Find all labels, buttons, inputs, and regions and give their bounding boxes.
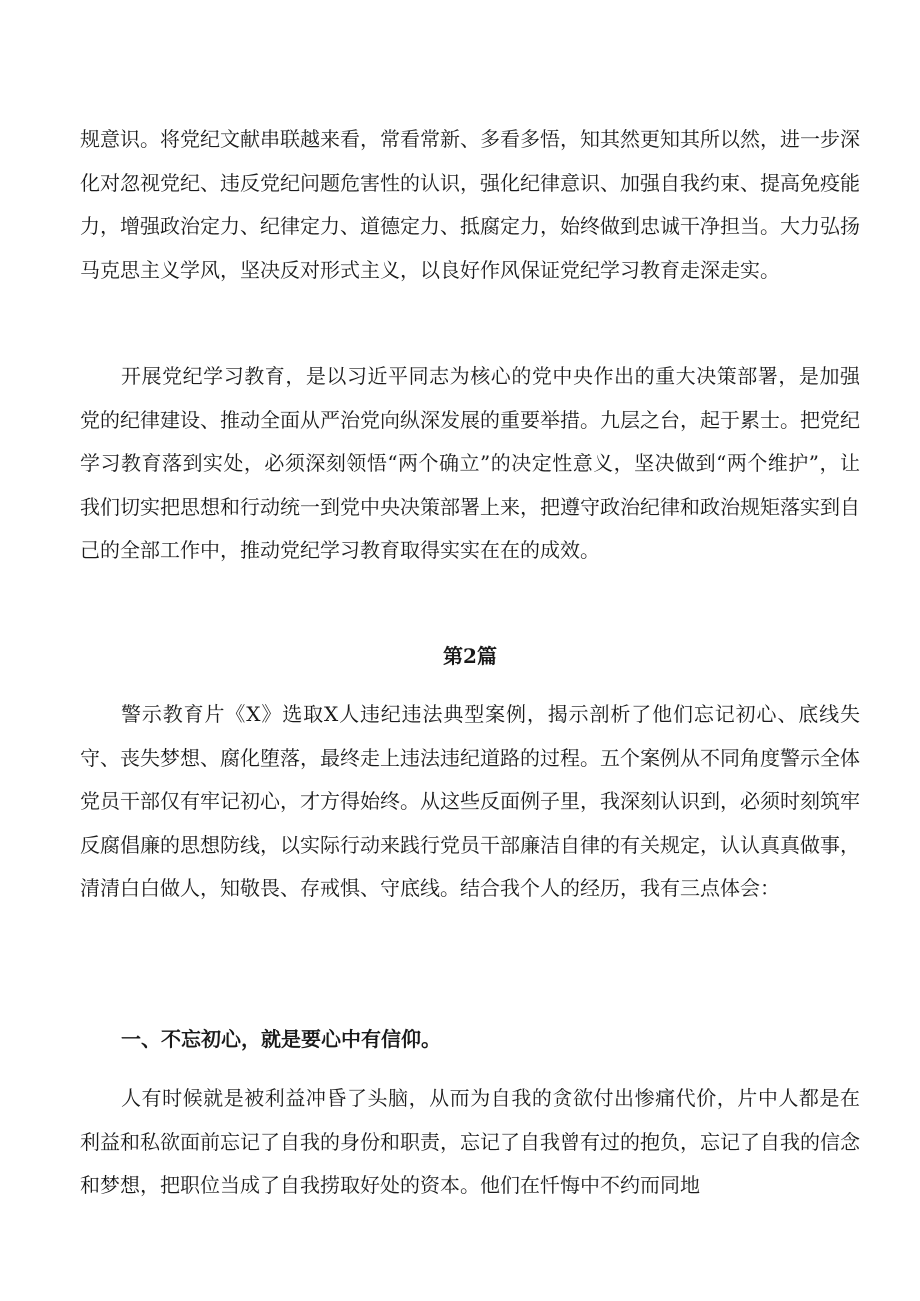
section-title: 第2篇: [443, 644, 497, 668]
paragraph-1: 规意识。将党纪文献串联越来看，常看常新、多看多悟，知其然更知其所以然，进一步深化对忽视党纪、违反党纪问题危害性的认识，强化纪律意识、加强自我约束、提高免疫能力，增强政治定力、纪律定力、道德定力、抵腐定力，始终做到忠诚干净担当。大力弘扬马克思主义学风，坚决反对形式主义，以良好作风保证党纪学习教育走深走实。: [80, 127, 860, 282]
paragraph-2: 开展党纪学习教育，是以习近平同志为核心的党中央作出的重大决策部署，是加强党的纪律建设、推动全面从严治党向纵深发展的重要举措。九层之台，起于累士。把党纪学习教育落到实处，必须深刻领悟“两个确立”的决定性意义，坚决做到“两个维护”，让我们切实把思想和行动统一到党中央决策部署上来，把遵守政治纪律和政治规矩落实到自己的全部工作中，推动党纪学习教育取得实实在在的成效。: [80, 364, 860, 562]
paragraph-4: 人有时候就是被利益冲昏了头脑，从而为自我的贪欲付出惨痛代价，片中人都是在利益和私欲面前忘记了自我的身份和职责，忘记了自我曾有过的抱负，忘记了自我的信念和梦想，把职位当成了自我捞取好处的资本。他们在忏悔中不约而同地: [80, 1086, 860, 1197]
paragraph-3: 警示教育片《X》选取X人违纪违法典型案例，揭示剖析了他们忘记初心、底线失守、丧失梦想、腐化堕落，最终走上违法违纪道路的过程。五个案例从不同角度警示全体党员干部仅有牢记初心，才方得始终。从这些反面例子里，我深刻认识到，必须时刻筑牢反腐倡廉的思想防线，以实际行动来践行党员干部廉洁自律的有关规定，认认真真做事，清清白白做人，知敬畏、存戒惧、守底线。结合我个人的经历，我有三点体会：: [80, 702, 860, 900]
subheading-1: 一、不忘初心，就是要心中有信仰。: [121, 1027, 441, 1051]
